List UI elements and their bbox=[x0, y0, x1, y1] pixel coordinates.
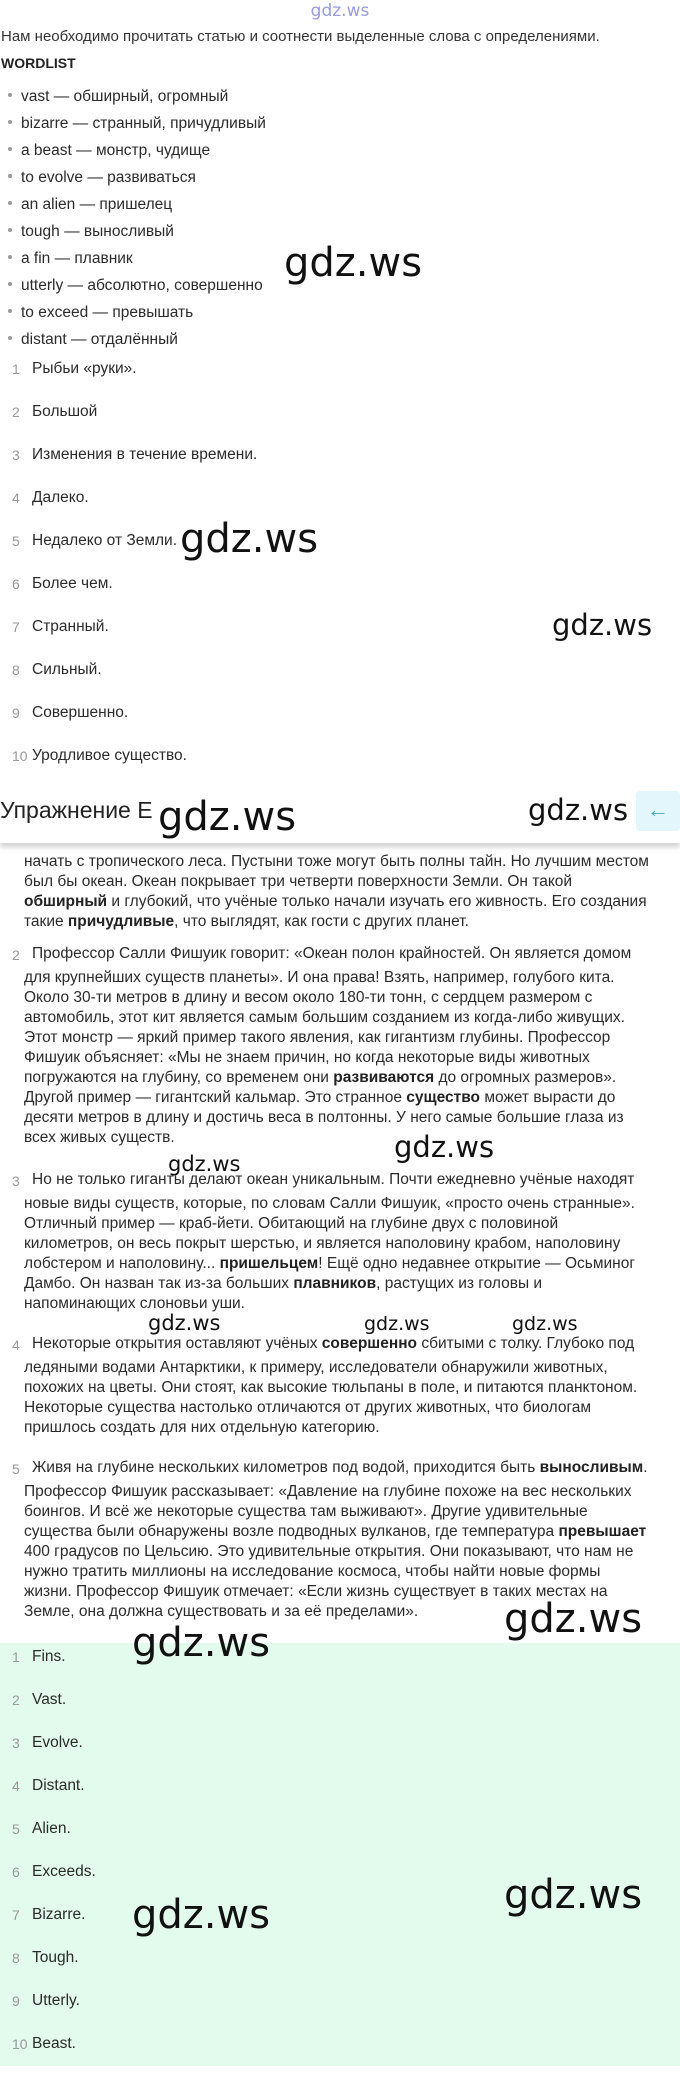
question-item: 7 Странный. bbox=[12, 618, 109, 635]
watermark: gdz.ws bbox=[364, 1313, 430, 1335]
answer-item: 8 Tough. bbox=[12, 1949, 79, 1966]
wordlist-item: utterly — абсолютно, совершенно bbox=[8, 277, 266, 304]
arrow-left-icon: ← bbox=[647, 797, 669, 822]
bullet-icon bbox=[8, 201, 12, 205]
wordlist-item: bizarre — странный, причудливый bbox=[8, 115, 266, 142]
watermark: gdz.ws bbox=[394, 1130, 495, 1164]
answer-item: 4 Distant. bbox=[12, 1777, 85, 1794]
wordlist-title: WORDLIST bbox=[1, 55, 76, 71]
wordlist-item: an alien — пришелец bbox=[8, 196, 266, 223]
exercise-title: Упражнение E bbox=[0, 797, 153, 823]
answer-item: 7 Bizarre. bbox=[12, 1906, 86, 1923]
answer-item: 1 Fins. bbox=[12, 1648, 66, 1665]
answer-item: 9 Utterly. bbox=[12, 1992, 80, 2009]
bullet-icon bbox=[8, 336, 12, 340]
bullet-icon bbox=[8, 309, 12, 313]
watermark: gdz.ws bbox=[512, 1313, 578, 1335]
bullet-icon bbox=[8, 147, 12, 151]
answer-item: 3 Evolve. bbox=[12, 1734, 83, 1751]
bullet-icon bbox=[8, 255, 12, 259]
highlighted-word: превышает bbox=[558, 1523, 647, 1540]
answer-item: 6 Exceeds. bbox=[12, 1863, 96, 1880]
wordlist-item: a beast — монстр, чудище bbox=[8, 142, 266, 169]
wordlist-item: vast — обширный, огромный bbox=[8, 88, 266, 115]
watermark: gdz.ws bbox=[168, 1152, 241, 1176]
question-item: 2 Большой bbox=[12, 403, 98, 420]
answer-list bbox=[0, 1643, 680, 2066]
answer-item: 10 Beast. bbox=[12, 2035, 76, 2052]
question-item: 9 Совершенно. bbox=[12, 704, 129, 721]
question-item: 8 Сильный. bbox=[12, 661, 102, 678]
question-list bbox=[0, 355, 680, 785]
watermark: gdz.ws bbox=[158, 794, 297, 840]
watermark: gdz.ws bbox=[132, 1892, 271, 1938]
highlighted-word: совершенно bbox=[321, 1335, 418, 1352]
question-item: 3 Изменения в течение времени. bbox=[12, 446, 258, 463]
watermark: gdz.ws bbox=[528, 793, 629, 827]
watermark: gdz.ws bbox=[504, 1596, 643, 1642]
watermark: gdz.ws bbox=[552, 608, 653, 642]
highlighted-word: пришельцем bbox=[219, 1255, 319, 1272]
watermark: gdz.ws bbox=[504, 1872, 643, 1918]
answer-item: 2 Vast. bbox=[12, 1691, 67, 1708]
highlighted-word: плавников bbox=[293, 1275, 377, 1292]
wordlist bbox=[8, 88, 266, 358]
watermark: gdz.ws bbox=[132, 1620, 271, 1666]
bullet-icon bbox=[8, 93, 12, 97]
wordlist-item: to exceed — превышать bbox=[8, 304, 266, 331]
watermark: gdz.ws bbox=[180, 516, 319, 562]
question-item: 6 Более чем. bbox=[12, 575, 113, 592]
bullet-icon bbox=[8, 174, 12, 178]
site-logo[interactable]: gdz.ws bbox=[310, 1, 370, 21]
wordlist-item: tough — выносливый bbox=[8, 223, 266, 250]
question-item: 1 Рыбьи «руки». bbox=[12, 360, 137, 377]
bullet-icon bbox=[8, 120, 12, 124]
wordlist-item: a fin — плавник bbox=[8, 250, 266, 277]
question-item: 5 Недалеко от Земли. bbox=[12, 532, 178, 549]
wordlist-item: to evolve — развиваться bbox=[8, 169, 266, 196]
bullet-icon bbox=[8, 282, 12, 286]
back-button[interactable] bbox=[636, 791, 680, 831]
watermark: gdz.ws bbox=[148, 1311, 221, 1335]
wordlist-item: distant — отдалённый bbox=[8, 331, 266, 358]
question-item: 4 Далеко. bbox=[12, 489, 89, 506]
question-item: 10 Уродливое существо. bbox=[12, 747, 187, 764]
watermark: gdz.ws bbox=[284, 240, 423, 286]
highlighted-word: выносливым bbox=[539, 1459, 644, 1476]
highlighted-word: обширный bbox=[24, 893, 108, 910]
bullet-icon bbox=[8, 228, 12, 232]
task-intro: Нам необходимо прочитать статью и соотнести выделенные слова с определениями. bbox=[1, 28, 600, 45]
answer-item: 5 Alien. bbox=[12, 1820, 71, 1837]
highlighted-word: развиваются bbox=[333, 1069, 435, 1086]
highlighted-word: причудливые bbox=[67, 913, 175, 930]
highlighted-word: существо bbox=[406, 1089, 481, 1106]
